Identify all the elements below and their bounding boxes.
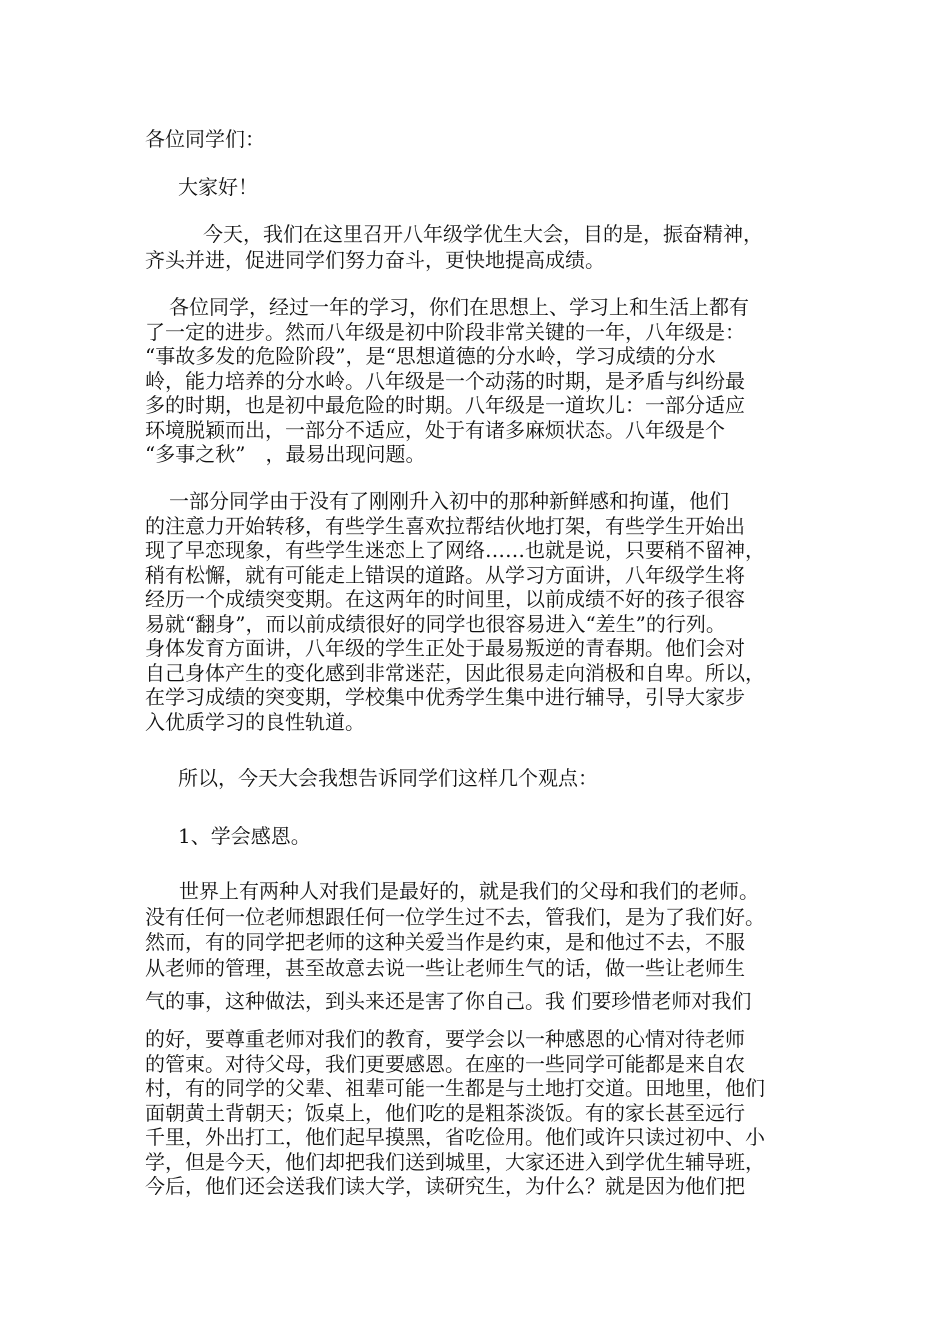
text-line: 身体发育方面讲，八年级的学生正处于最易叛逆的青春期。他们会对 [145,636,745,660]
text-line: 各位同学，经过一年的学习，你们在思想上、学习上和生活上都有 [169,295,749,319]
paragraph-gratitude-continued: 气的事，这种做法，到头来还是害了你自己。我 们要珍惜老师对我们 [145,989,752,1013]
text-line: 没有任何一位老师想跟任何一位学生过不去，管我们，是为了我们好。 [145,904,765,929]
text-line: 了一定的进步。然而八年级是初中阶段非常关键的一年，八年级是： [145,319,745,344]
text-line: 村，有的同学的父辈、祖辈可能一生都是与土地打交道。田地里，他们 [145,1076,765,1100]
text-line: 易就“翻身”，而以前成绩很好的同学也很容易进入“差生”的行列。 [145,611,726,636]
text-line: 环境脱颖而出，一部分不适应，处于有诸多麻烦状态。八年级是个 [145,417,725,442]
viewpoints-intro: 所以，今天大会我想告诉同学们这样几个观点： [178,766,598,790]
text-line: 面朝黄土背朝天；饭桌上，他们吃的是粗茶淡饭。有的家长甚至远行 [145,1100,745,1125]
text-line: 一部分同学由于没有了刚刚升入初中的那种新鲜感和拘谨，他们 [169,489,729,513]
text-line: 从老师的管理，甚至故意去说一些让老师生气的话，做一些让老师生 [145,955,745,980]
text-line: 入优质学习的良性轨道。 [145,709,365,734]
intro-paragraph [145,221,825,273]
text-line: 今天，我们在这里召开八年级学优生大会，目的是，振奋精神， [203,222,763,246]
paragraph-eighth-grade-critical [145,295,825,467]
text-line: 岭，能力培养的分水岭。八年级是一个动荡的时期，是矛盾与纠纷最 [145,368,745,393]
text-line: 现了早恋现象，有些学生迷恋上了网络……也就是说，只要稍不留神， [145,538,765,562]
text-line: 然而，有的同学把老师的这种关爱当作是约束，是和他过不去，不服 [145,930,745,954]
text-line: “事故多发的危险阶段”，是“思想道德的分水岭，学习成绩的分水 [145,344,716,368]
text-line: 千里，外出打工，他们起早摸黑，省吃俭用。他们或许只读过初中、小 [145,1125,765,1149]
text-line: 在学习成绩的突变期，学校集中优秀学生集中进行辅导，引导大家步 [145,685,745,709]
text-line: “多事之秋” ，最易出现问题。 [145,442,426,466]
paragraph-gratitude-parents [145,1027,825,1199]
salutation: 各位同学们： [145,127,265,151]
paragraph-distraction [145,489,825,734]
text-line: 自己身体产生的变化感到非常迷茫，因此很易走向消极和自卑。所以， [145,660,765,685]
greeting: 大家好！ [178,175,258,199]
text-line: 齐头并进，促进同学们努力奋斗，更快地提高成绩。 [145,248,605,272]
text-line: 今后，他们还会送我们读大学，读研究生，为什么？就是因为他们把 [145,1174,745,1198]
paragraph-gratitude [145,879,825,981]
point-heading: 1、学会感恩。 [178,824,311,848]
text-line: 世界上有两种人对我们是最好的，就是我们的父母和我们的老师。 [179,879,759,903]
text-line: 稍有松懈，就有可能走上错误的道路。从学习方面讲，八年级学生将 [145,562,745,587]
text-line: 经历一个成绩突变期。在这两年的时间里，以前成绩不好的孩子很容 [145,587,745,611]
text-line: 的管束。对待父母，我们更要感恩。在座的一些同学可能都是来自农 [145,1051,745,1076]
text-line: 多的时期，也是初中最危险的时期。八年级是一道坎儿：一部分适应 [145,393,745,417]
text-line: 的注意力开始转移，有些学生喜欢拉帮结伙地打架，有些学生开始出 [145,513,745,538]
text-line: 的好，要尊重老师对我们的教育，要学会以一种感恩的心情对待老师 [145,1027,745,1051]
text-line: 学，但是今天，他们却把我们送到城里，大家还进入到学优生辅导班， [145,1149,765,1174]
